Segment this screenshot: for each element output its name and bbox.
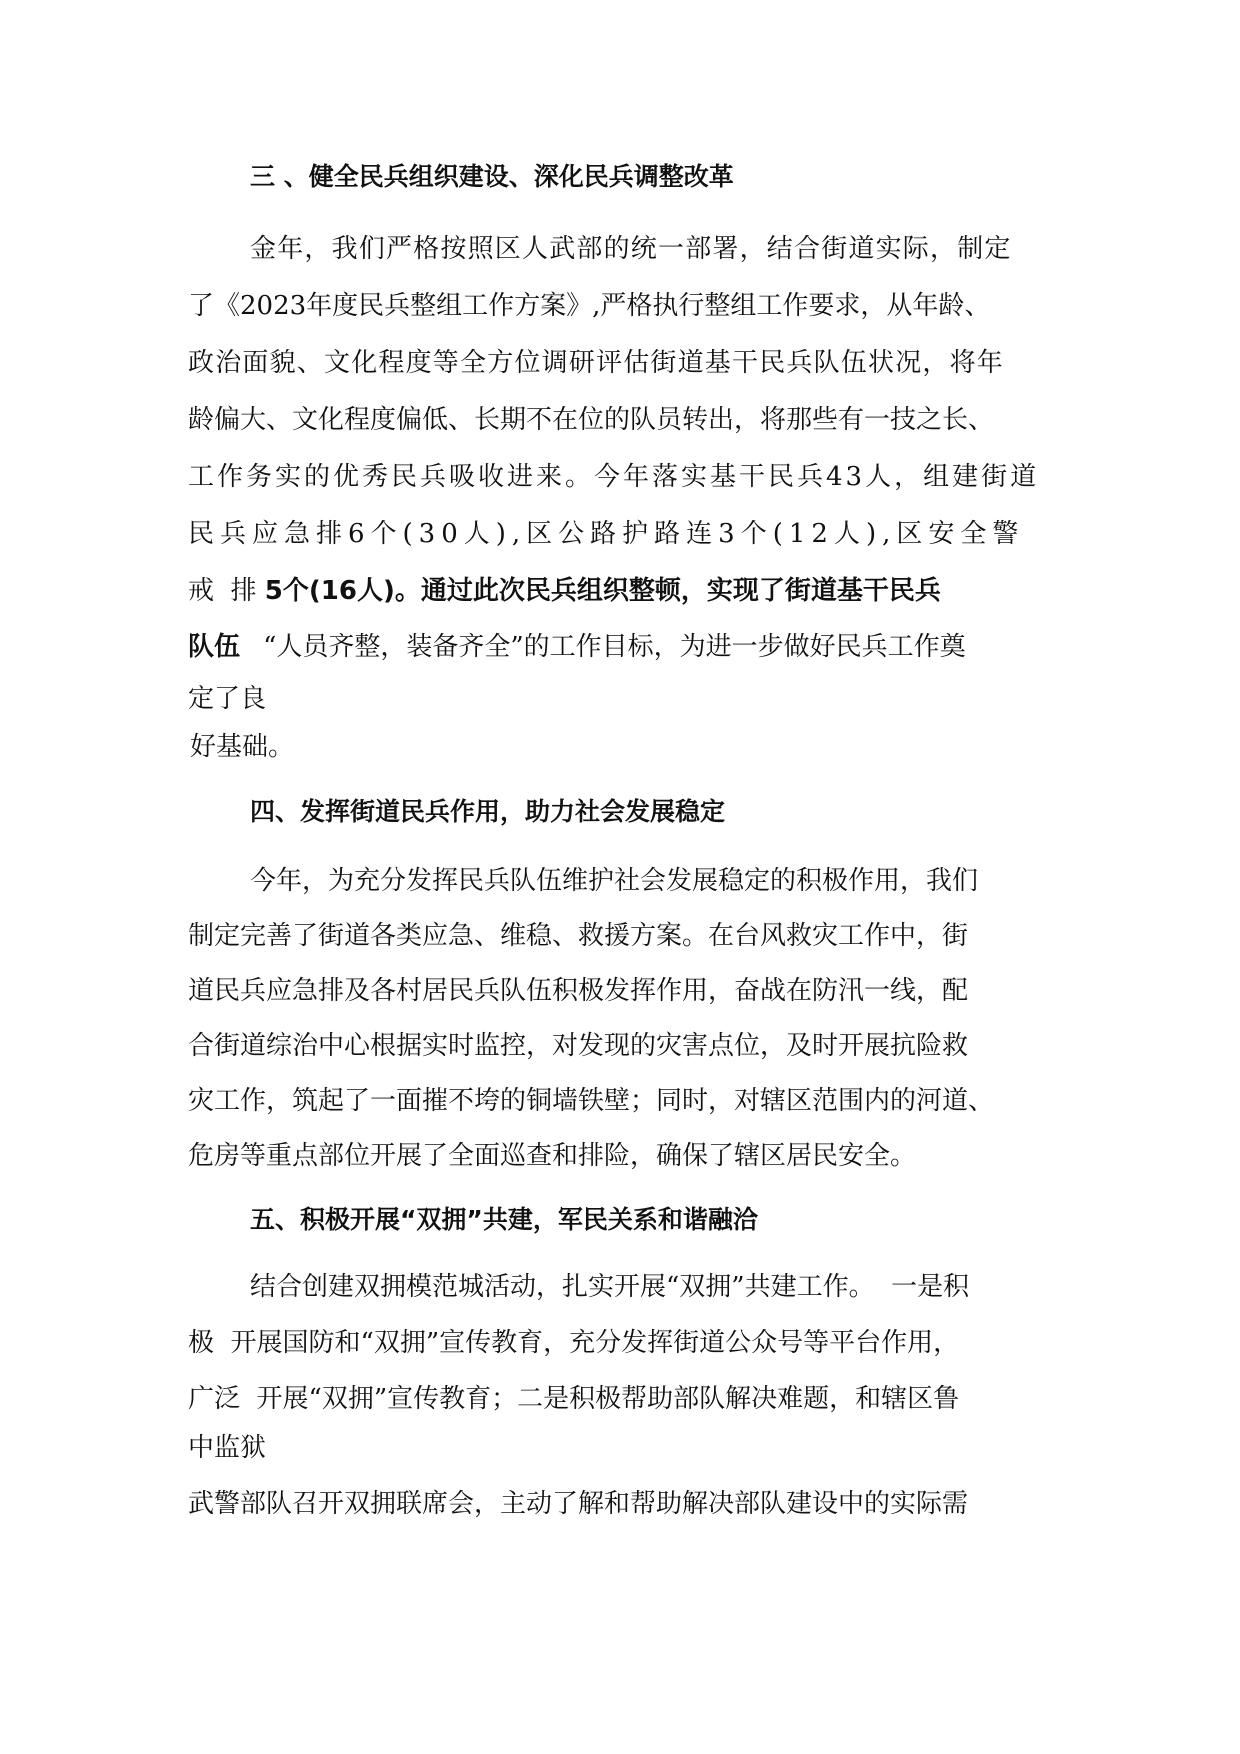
paragraph-text: “人员齐整，装备齐全”的工作目标，为进一步做好民兵工作奠	[263, 632, 966, 662]
paragraph-line: 金年，我们严格按照区人武部的统一部署，结合街道实际，制定	[250, 234, 1012, 264]
paragraph-line: 定了良	[188, 684, 267, 714]
paragraph-line: 今年，为充分发挥民兵队伍维护社会发展稳定的积极作用，我们	[250, 866, 979, 896]
paragraph-line: 结合创建双拥模范城活动，扎实开展“双拥”共建工作。 一是积	[250, 1272, 970, 1302]
paragraph-line: 好基础。	[190, 732, 295, 762]
paragraph-line-mixed	[188, 630, 966, 664]
paragraph-line: 制定完善了街道各类应急、维稳、救援方案。在台风救灾工作中，街	[188, 921, 969, 951]
paragraph-line: 龄偏大、文化程度偏低、长期不在位的队员转出，将那些有一技之长、	[188, 405, 995, 435]
paragraph-line: 广泛 开展“双拥”宣传教育；二是积极帮助部队解决难题，和辖区鲁	[188, 1384, 960, 1414]
bold-text: 5个(16人)。通过此次民兵组织整顿，实现了街道基干民兵	[264, 576, 941, 606]
paragraph-text: 戒 排	[188, 576, 265, 606]
bold-text: 队伍	[188, 632, 250, 662]
paragraph-line: 了《2023年度民兵整组工作方案》,严格执行整组工作要求，从年龄、	[188, 291, 991, 321]
section-heading-3: 三 、健全民兵组织建设、深化民兵调整改革	[250, 162, 734, 191]
paragraph-line: 工作务实的优秀民兵吸收进来。今年落实基干民兵43人，组建街道	[188, 462, 1040, 492]
paragraph-line-mixed	[188, 574, 941, 608]
paragraph-line: 武警部队召开双拥联席会，主动了解和帮助解决部队建设中的实际需	[188, 1489, 969, 1519]
section-heading-4: 四、发挥街道民兵作用，助力社会发展稳定	[250, 797, 726, 826]
paragraph-line: 合街道综治中心根据实时监控，对发现的灾害点位，及时开展抗险救	[188, 1031, 969, 1061]
paragraph-line: 民兵应急排6个(30人),区公路护路连3个(12人),区安全警	[188, 519, 1025, 549]
paragraph-line: 中监狱	[188, 1433, 267, 1463]
paragraph-line: 危房等重点部位开展了全面巡查和排险，确保了辖区居民安全。	[188, 1141, 917, 1171]
paragraph-line: 道民兵应急排及各村居民兵队伍积极发挥作用，奋战在防汛一线，配	[188, 976, 969, 1006]
paragraph-line: 极 开展国防和“双拥”宣传教育，充分发挥街道公众号等平台作用，	[188, 1328, 960, 1358]
section-heading-5: 五、积极开展“双拥”共建，军民关系和谐融洽	[250, 1205, 758, 1234]
paragraph-line: 灾工作，筑起了一面摧不垮的铜墙铁壁；同时，对辖区范围内的河道、	[188, 1086, 995, 1116]
paragraph-line: 政治面貌、文化程度等全方位调研评估街道基干民兵队伍状况，将年	[188, 348, 1005, 378]
